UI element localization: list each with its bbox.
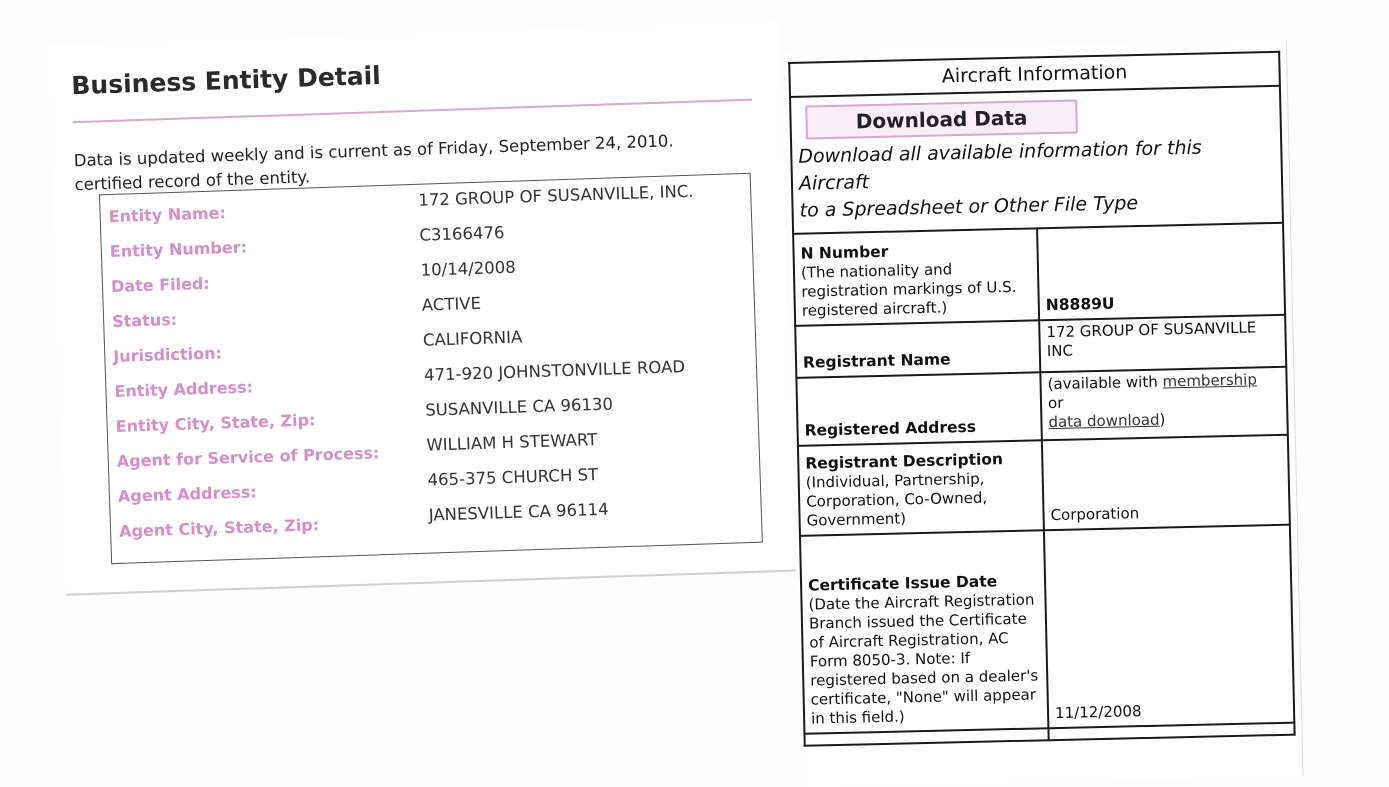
registered-address-suffix: ) xyxy=(1159,410,1166,429)
registrant-description-label-cell xyxy=(798,440,1044,536)
n-number-label: N Number xyxy=(800,242,889,263)
registrant-description-value: Corporation xyxy=(1050,504,1140,525)
registrant-description-label: Registrant Description xyxy=(805,450,1004,473)
aircraft-info-sheet xyxy=(786,41,1304,787)
registrant-name-value-cell xyxy=(1039,315,1286,373)
page-title: Business Entity Detail xyxy=(70,60,382,101)
registrant-name-label-cell xyxy=(795,320,1040,378)
date-filed-label: Date Filed: xyxy=(110,273,211,297)
download-cell xyxy=(790,86,1283,234)
registered-address-prefix: (available with xyxy=(1047,372,1163,394)
status-value: ACTIVE xyxy=(421,293,482,315)
entity-address-value: 471-920 JOHNSTONVILLE ROAD xyxy=(423,357,686,385)
agent-name-label: Agent for Service of Process: xyxy=(116,443,380,471)
agent-name-value: WILLIAM H STEWART xyxy=(426,430,598,455)
title-divider xyxy=(73,99,753,124)
registrant-name-label: Registrant Name xyxy=(802,350,951,372)
registered-address-label: Registered Address xyxy=(804,417,977,440)
download-line-2: Aircraft xyxy=(798,171,870,195)
entity-city-label: Entity City, State, Zip: xyxy=(115,410,316,436)
aircraft-info-table xyxy=(788,51,1295,747)
certificate-issue-value-cell xyxy=(1044,525,1294,729)
registrant-description-desc: (Individual, Partnership, Corporation, Co-Owned, Government) xyxy=(805,469,988,530)
n-number-value: N8889U xyxy=(1045,294,1115,315)
data-download-link[interactable]: data download xyxy=(1048,410,1160,432)
membership-link[interactable]: membership xyxy=(1162,370,1258,391)
registrant-description-row xyxy=(798,435,1290,536)
certificate-issue-row xyxy=(800,525,1294,734)
agent-city-value: JANESVILLE CA 96114 xyxy=(428,499,609,525)
aircraft-info-header: Aircraft Information xyxy=(789,52,1280,97)
agent-address-label: Agent Address: xyxy=(117,482,257,506)
n-number-value-cell xyxy=(1037,223,1285,321)
certificate-issue-label-cell xyxy=(800,530,1048,733)
download-line-1: Download all available information for this xyxy=(798,136,1202,168)
entity-city-value: SUSANVILLE CA 96130 xyxy=(424,394,614,420)
download-description xyxy=(798,133,1276,225)
agent-city-label: Agent City, State, Zip: xyxy=(118,515,320,541)
entity-address-label: Entity Address: xyxy=(114,377,254,401)
entity-number-label: Entity Number: xyxy=(109,237,248,262)
n-number-description: (The nationality and registration markings of U.S. registered aircraft.) xyxy=(800,260,1017,320)
entity-name-value: 172 GROUP OF SUSANVILLE, INC. xyxy=(418,181,694,210)
entity-name-label: Entity Name: xyxy=(108,203,227,227)
registered-address-or: or xyxy=(1047,393,1064,413)
intro-line-2: certified record of the entity. xyxy=(74,167,311,195)
entity-number-value: C3166476 xyxy=(419,222,505,245)
status-label: Status: xyxy=(111,309,178,332)
jurisdiction-value: CALIFORNIA xyxy=(422,327,523,350)
certificate-issue-label: Certificate Issue Date xyxy=(807,572,998,595)
registered-address-value-cell xyxy=(1040,367,1287,441)
registrant-description-value-cell xyxy=(1042,435,1290,531)
date-filed-value: 10/14/2008 xyxy=(420,257,517,280)
agent-address-value: 465-375 CHURCH ST xyxy=(427,465,599,490)
download-data-button[interactable]: Download Data xyxy=(805,99,1078,139)
n-number-row xyxy=(793,223,1285,326)
jurisdiction-label: Jurisdiction: xyxy=(113,343,223,366)
entity-detail-table xyxy=(99,173,763,564)
business-entity-sheet xyxy=(48,22,796,596)
certificate-issue-description: (Date the Aircraft Registration Branch issued the Certificate of Aircraft Registration, AC Form 8050-3. Note: If registered based on a dealer's certificate, "None" will appear in this field.) xyxy=(808,590,1039,728)
certificate-issue-value: 11/12/2008 xyxy=(1054,702,1142,723)
intro-line-1: Data is updated weekly and is current as of Friday, September 24, 2010. xyxy=(73,131,674,171)
download-line-3: to a Spreadsheet or Other File Type xyxy=(799,192,1139,222)
registrant-name-value: 172 GROUP OF SUSANVILLE INC xyxy=(1046,318,1257,361)
download-row xyxy=(790,86,1283,234)
n-number-label-cell xyxy=(793,228,1039,326)
registered-address-label-cell xyxy=(796,372,1041,446)
registered-address-row xyxy=(796,367,1287,446)
